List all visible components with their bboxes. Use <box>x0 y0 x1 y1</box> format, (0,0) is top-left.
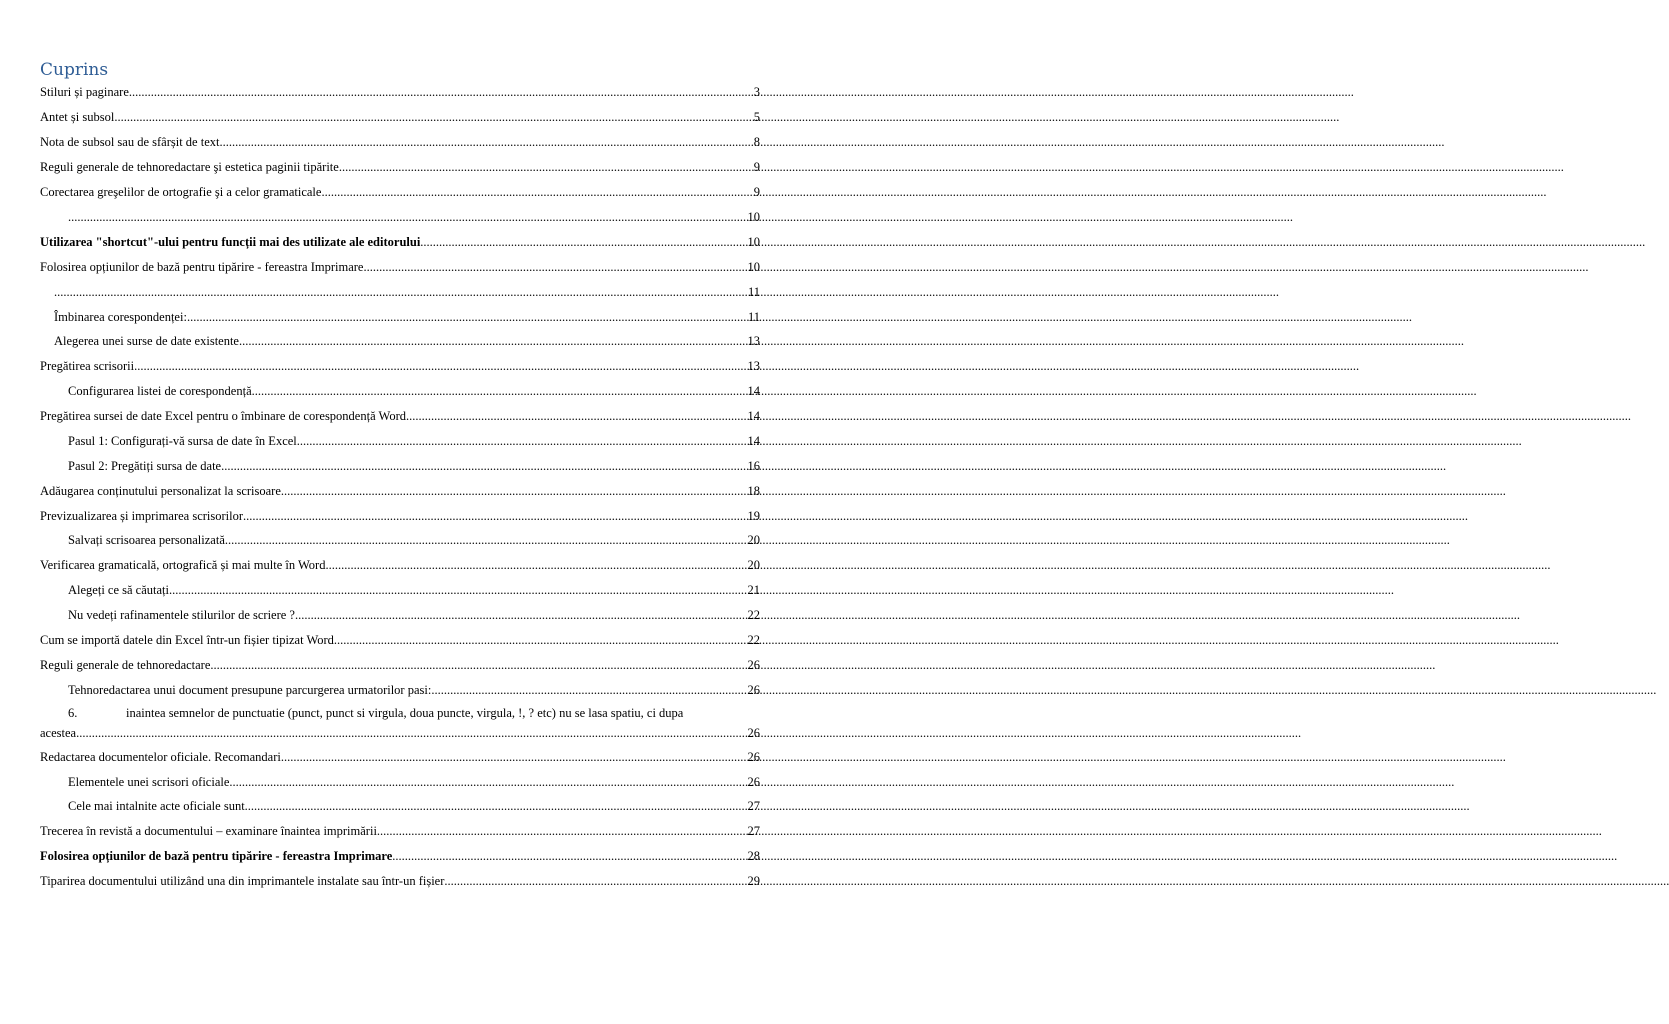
dot-leader <box>219 134 752 150</box>
toc-entry-text: Alegerea unei surse de date existente <box>54 334 239 348</box>
dot-leader <box>114 109 752 125</box>
toc-entry-page: 11 <box>747 310 760 324</box>
toc-entry-text: Îmbinarea corespondenței: <box>54 310 187 324</box>
toc-entry[interactable] <box>40 749 760 765</box>
toc-entry-text: Cum se importă datele din Excel într-un fișier tipizat Word <box>40 633 334 647</box>
toc-entry-text: Trecerea în revistă a documentului – examinare înaintea imprimării <box>40 824 377 838</box>
dot-leader <box>431 682 746 698</box>
toc-entry[interactable] <box>68 607 760 623</box>
toc-entry[interactable] <box>40 134 760 150</box>
toc-entry-text: Alegeți ce să căutați <box>68 583 169 597</box>
dot-leader <box>377 823 747 839</box>
toc-entry-text: Corectarea greşelilor de ortografie şi a celor gramaticale <box>40 185 322 199</box>
toc-entry-text: Nota de subsol sau de sfârșit de text <box>40 135 220 149</box>
dot-leader <box>134 358 746 374</box>
dot-leader <box>281 749 747 765</box>
dot-leader <box>334 632 747 648</box>
toc-entry[interactable] <box>54 309 760 325</box>
toc-entry[interactable] <box>68 582 760 598</box>
dot-leader <box>297 433 747 449</box>
toc-entry[interactable] <box>54 284 760 300</box>
toc-entry[interactable] <box>68 682 760 698</box>
dot-leader <box>54 284 747 300</box>
toc-entry[interactable] <box>40 873 760 889</box>
toc-entry-page: 9 <box>753 160 760 174</box>
toc-entry-text: inaintea semnelor de punctuatie (punct, punct si virgula, doua puncte, virgula, !, ? etc) nu se lasa spatiu, ci dupa <box>126 706 684 720</box>
toc-entry-text: Folosirea opțiunilor de bază pentru tipărire - fereastra Imprimare <box>40 260 364 274</box>
dot-leader <box>76 723 747 743</box>
toc-entry-text: Stiluri și paginare <box>40 85 129 99</box>
dot-leader <box>325 557 746 573</box>
toc-entry[interactable] <box>40 184 760 200</box>
toc-entry-page: 19 <box>747 509 760 523</box>
toc-entry-page: 10 <box>747 260 760 274</box>
toc-entry[interactable] <box>40 109 760 125</box>
toc-entry[interactable] <box>68 532 760 548</box>
document-page <box>0 0 768 1024</box>
toc-entry-page: 8 <box>753 135 760 149</box>
dot-leader <box>68 209 747 225</box>
dot-leader <box>444 873 746 889</box>
toc-entry-text: Reguli generale de tehnoredactare şi estetica paginii tipărite <box>40 160 339 174</box>
toc-entry[interactable] <box>68 383 760 399</box>
toc-entry-text: Pregătirea scrisorii <box>40 359 135 373</box>
dot-leader <box>252 383 747 399</box>
toc-entry-page: 14 <box>747 384 760 398</box>
toc-entry-text-continued: acestea <box>40 726 77 740</box>
toc-entry-text: Tehnoredactarea unui document presupune parcurgerea urmatorilor pasi: <box>68 683 432 697</box>
dot-leader <box>339 159 753 175</box>
toc-entry-page: 27 <box>747 824 760 838</box>
toc-entry-text: Pregătirea sursei de date Excel pentru o îmbinare de corespondență Word <box>40 409 406 423</box>
toc-entry[interactable] <box>40 234 760 250</box>
toc-entry-page: 27 <box>747 799 760 813</box>
toc-entry-page: 14 <box>747 434 760 448</box>
toc-entry-text: Adăugarea conținutului personalizat la scrisoare <box>40 484 281 498</box>
dot-leader <box>321 184 752 200</box>
toc-entry-page: 22 <box>747 633 760 647</box>
dot-leader <box>129 84 753 100</box>
dot-leader <box>221 458 746 474</box>
toc-entry[interactable] <box>40 508 760 524</box>
toc-entry-page: 13 <box>747 334 760 348</box>
toc-entry-text: Reguli generale de tehnoredactare <box>40 658 211 672</box>
toc-entry-page: 29 <box>747 874 760 888</box>
dot-leader <box>392 848 746 864</box>
dot-leader <box>187 309 747 325</box>
toc-entry-page: 26 <box>747 775 760 789</box>
dot-leader <box>245 798 747 814</box>
toc-entry-page: 26 <box>747 658 760 672</box>
toc-entry-text: Verificarea gramaticală, ortografică și mai multe în Word <box>40 558 326 572</box>
toc-entry[interactable] <box>40 848 760 864</box>
dot-leader <box>281 483 747 499</box>
dot-leader <box>406 408 747 424</box>
toc-entry-page: 10 <box>747 235 760 249</box>
toc-entry-page: 5 <box>753 110 760 124</box>
toc-title: Cuprins <box>40 60 109 80</box>
toc-entry-text: Utilizarea "shortcut"-ului pentru funcții mai des utilizate ale editorului <box>40 235 421 249</box>
toc-entry-text: Redactarea documentelor oficiale. Recomandari <box>40 750 281 764</box>
toc-entry-text: Cele mai intalnite acte oficiale sunt <box>68 799 245 813</box>
dot-leader <box>420 234 746 250</box>
toc-entry[interactable] <box>68 433 760 449</box>
toc-entry[interactable] <box>40 259 760 275</box>
toc-entry-page: 28 <box>747 849 760 863</box>
toc-entry[interactable] <box>68 798 760 814</box>
toc-entry-text: Tiparirea documentului utilizând una din imprimantele instalate sau într-un fișier <box>40 874 445 888</box>
toc-entry-text: Antet și subsol <box>40 110 115 124</box>
dot-leader <box>363 259 746 275</box>
toc-entry[interactable] <box>54 333 760 349</box>
toc-entry-wrapped[interactable] <box>40 703 760 743</box>
toc-entry[interactable] <box>40 483 760 499</box>
dot-leader <box>229 774 746 790</box>
toc-entry-page: 11 <box>747 285 760 299</box>
toc-entry[interactable] <box>40 557 760 573</box>
dot-leader <box>243 508 746 524</box>
toc-entry-page: 26 <box>747 726 760 740</box>
toc-entry[interactable] <box>40 657 760 673</box>
toc-entry-text: Elementele unei scrisori oficiale <box>68 775 230 789</box>
toc-entry-page: 16 <box>747 459 760 473</box>
toc-entry[interactable] <box>40 408 760 424</box>
toc-entry-text: Previzualizarea și imprimarea scrisorilor <box>40 509 244 523</box>
dot-leader <box>169 582 747 598</box>
toc-entry-page: 10 <box>747 210 760 224</box>
toc-entry-text: Configurarea listei de corespondență <box>68 384 252 398</box>
toc-entry-page: 20 <box>747 533 760 547</box>
toc-entry-page: 22 <box>747 608 760 622</box>
toc-entry[interactable] <box>68 458 760 474</box>
dot-leader <box>239 333 747 349</box>
toc-entry-page: 26 <box>747 750 760 764</box>
toc-entry-page: 3 <box>753 85 760 99</box>
toc-entry[interactable] <box>40 159 760 175</box>
dot-leader <box>210 657 746 673</box>
toc-entry[interactable] <box>40 823 760 839</box>
toc-entry[interactable] <box>40 358 760 374</box>
dot-leader <box>225 532 747 548</box>
toc-entry-page: 20 <box>747 558 760 572</box>
toc-entry-page: 13 <box>747 359 760 373</box>
dot-leader <box>295 607 747 623</box>
toc-entry-text: Pasul 2: Pregătiți sursa de date <box>68 459 222 473</box>
toc-entry-page: 14 <box>747 409 760 423</box>
toc-entry-text: Nu vedeți rafinamentele stilurilor de scriere ? <box>68 608 295 622</box>
toc-entry-text: Folosirea opțiunilor de bază pentru tipărire - fereastra Imprimare <box>40 849 393 863</box>
toc-entry-page: 18 <box>747 484 760 498</box>
toc-entry[interactable] <box>40 84 760 100</box>
toc-entry-page: 26 <box>747 683 760 697</box>
toc-entry-page: 9 <box>753 185 760 199</box>
toc-entry-text: Pasul 1: Configurați-vă sursa de date în Excel <box>68 434 297 448</box>
toc-entry[interactable] <box>68 209 760 225</box>
toc-entry[interactable] <box>40 632 760 648</box>
toc-entry[interactable] <box>68 774 760 790</box>
toc-entry-text: Salvați scrisoarea personalizată <box>68 533 225 547</box>
list-number: 6. <box>68 706 78 720</box>
toc-entry-page: 21 <box>747 583 760 597</box>
